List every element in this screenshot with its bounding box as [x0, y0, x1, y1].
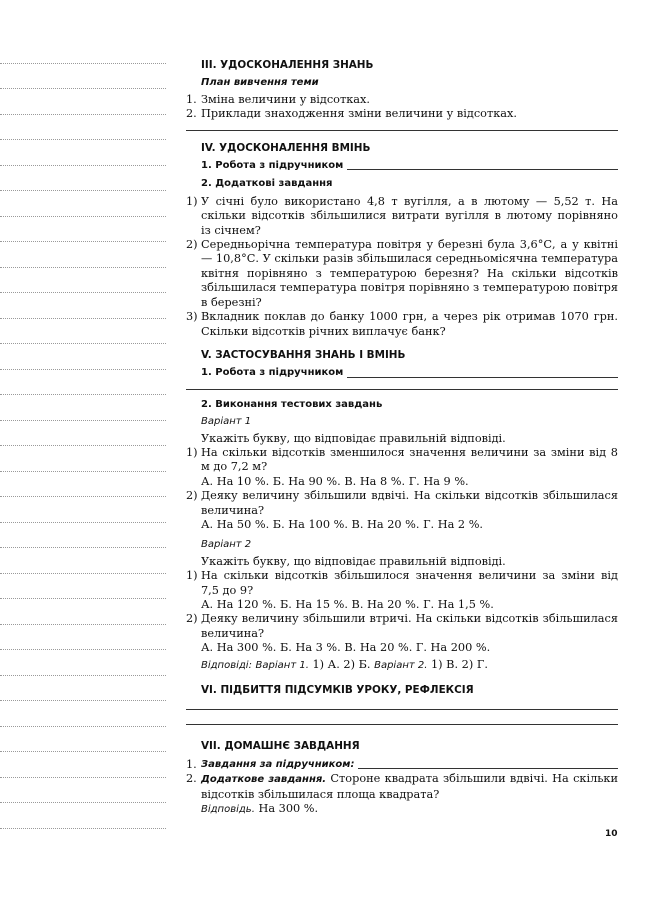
note-margin — [0, 0, 166, 900]
homework-answer-value: На 300 %. — [254, 802, 319, 816]
margin-line — [0, 573, 166, 574]
section-3-heading: III. УДОСКОНАЛЕННЯ ЗНАНЬ — [201, 59, 374, 71]
plan-item — [186, 107, 618, 121]
section-5-heading: V. ЗАСТОСУВАННЯ ЗНАНЬ І ВМІНЬ — [201, 348, 406, 361]
answer-line — [186, 709, 618, 710]
question-options: А. На 300 %. Б. На 3 %. В. На 20 %. Г. На 200 %. — [201, 641, 491, 655]
margin-line — [0, 751, 166, 752]
homework-text — [201, 758, 618, 772]
question-options: А. На 10 %. Б. На 90 %. В. На 8 %. Г. На 9 %. — [201, 474, 469, 488]
question-options: А. На 50 %. Б. На 100 %. В. На 20 %. Г. На 2 %. — [201, 517, 484, 531]
homework-textbook-label: Завдання за підручником: — [201, 758, 355, 770]
answers-line — [186, 658, 618, 673]
margin-line — [0, 394, 166, 395]
task-number: 1) — [186, 194, 198, 208]
margin-line — [0, 471, 166, 472]
extra-tasks-label: 2. Додаткові завдання — [201, 178, 333, 190]
margin-line — [0, 726, 166, 727]
answers-variant-2-values: 1) В. 2) Г. — [431, 657, 488, 671]
margin-line — [0, 777, 166, 778]
test-question — [186, 446, 618, 475]
homework-extra-text: Стороне квадрата збільшили вдвічі. На скільки відсотків збільшилася площа квадрата? — [201, 772, 618, 801]
test-question — [186, 612, 618, 641]
margin-line — [0, 241, 166, 242]
homework-number: 2. — [186, 772, 197, 786]
plan-label: План вивчення теми — [201, 77, 319, 89]
margin-line — [0, 420, 166, 421]
answers-variant-1-label: Варіант 1. — [255, 659, 309, 671]
variant-1-instruction: Укажіть букву, що відповідає правильній відповіді. — [201, 431, 506, 445]
test-question — [186, 569, 618, 598]
plan-item-number: 1. — [186, 92, 197, 106]
margin-line — [0, 343, 166, 344]
question-text: Деяку величину збільшили втричі. На скільки відсотків збільшилася величина? — [201, 612, 618, 640]
margin-line — [0, 700, 166, 701]
margin-line — [0, 88, 166, 89]
margin-line — [0, 802, 166, 803]
plan-item-text: Зміна величини у відсотках. — [201, 92, 370, 106]
task-text: Середньорічна температура повітря у березні була 3,6°С, а у квітні — 10,8°С. У скільки разів збільшилася середньомісячна температура квітня порівняно з температурою березня? На скільки відсотків збільшилася температура повітря порівняно з температурою повітря в березні? — [201, 238, 618, 309]
homework-item — [186, 772, 618, 802]
question-number: 2) — [186, 612, 198, 626]
homework-number: 1. — [186, 757, 197, 771]
answer-line — [347, 169, 618, 170]
answer-line — [358, 768, 618, 769]
task-item — [186, 238, 618, 310]
task-number: 3) — [186, 310, 198, 324]
textbook-work-row — [201, 159, 618, 173]
task-number: 2) — [186, 238, 198, 252]
question-text: Деяку величину збільшили вдвічі. На скільки відсотків збільшилася величина? — [201, 489, 618, 517]
plan-item-text: Приклади знаходження зміни величини у відсотках. — [201, 107, 517, 121]
margin-line — [0, 318, 166, 319]
task-text: Вкладник поклав до банку 1000 грн, а через рік отримав 1070 грн. Скільки відсотків річних виплачує банк? — [201, 310, 618, 338]
homework-item — [186, 758, 618, 772]
margin-line — [0, 216, 166, 217]
homework-extra-label: Додаткове завдання. — [201, 774, 327, 786]
section-4-heading: IV. УДОСКОНАЛЕННЯ ВМІНЬ — [201, 141, 371, 154]
question-text: На скільки відсотків збільшилося значення величини за зміни від 7,5 до 9? — [201, 569, 618, 597]
margin-line — [0, 445, 166, 446]
homework-answer-label: Відповідь. — [201, 804, 255, 816]
tests-label: 2. Виконання тестових завдань — [201, 398, 383, 410]
question-number: 1) — [186, 569, 198, 583]
margin-line — [0, 496, 166, 497]
question-number: 1) — [186, 445, 198, 459]
margin-line — [0, 624, 166, 625]
textbook-work-label: 1. Робота з підручником — [201, 367, 344, 379]
margin-line — [0, 139, 166, 140]
answer-line — [186, 389, 618, 390]
margin-line — [0, 190, 166, 191]
test-question — [186, 489, 618, 518]
textbook-work-row — [201, 366, 618, 380]
homework-answer — [186, 802, 618, 817]
question-text: На скільки відсотків зменшилося значення величини за зміни від 8 м до 7,2 м? — [201, 445, 618, 474]
answers-label: Відповіді: — [201, 659, 252, 671]
answers-variant-2-label: Варіант 2. — [374, 659, 428, 671]
section-6-heading: VI. ПІДБИТТЯ ПІДСУМКІВ УРОКУ, РЕФЛЕКСІЯ — [201, 684, 474, 697]
task-text: У січні було використано 4,8 т вугілля, а в лютому — 5,52 т. На скільки відсотків збільшилися витрати вугілля в лютому порівняно із січнем? — [201, 194, 618, 237]
margin-line — [0, 63, 166, 64]
answer-line — [347, 377, 618, 378]
task-item — [186, 310, 618, 339]
lesson-content — [186, 58, 618, 817]
variant-2-instruction: Укажіть букву, що відповідає правильній відповіді. — [201, 554, 506, 568]
question-options: А. На 120 %. Б. На 15 %. В. На 20 %. Г. На 1,5 %. — [201, 598, 494, 611]
variant-1-label: Варіант 1 — [201, 416, 252, 428]
task-item — [186, 195, 618, 238]
section-7-heading: VII. ДОМАШНЄ ЗАВДАННЯ — [201, 740, 360, 753]
margin-line — [0, 292, 166, 293]
answer-line — [186, 724, 618, 725]
answers-variant-1-values: 1) А. 2) Б. — [312, 657, 371, 671]
margin-line — [0, 114, 166, 115]
variant-2-label: Варіант 2 — [201, 539, 252, 551]
margin-line — [0, 828, 166, 829]
plan-item — [186, 93, 618, 107]
textbook-work-label: 1. Робота з підручником — [201, 160, 344, 172]
margin-line — [0, 649, 166, 650]
margin-line — [0, 165, 166, 166]
margin-line — [0, 369, 166, 370]
margin-line — [0, 267, 166, 268]
page-number: 10 — [605, 829, 618, 839]
margin-line — [0, 547, 166, 548]
homework-text — [201, 772, 618, 802]
plan-item-number: 2. — [186, 107, 197, 121]
margin-line — [0, 522, 166, 523]
margin-line — [0, 598, 166, 599]
margin-line — [0, 675, 166, 676]
question-number: 2) — [186, 489, 198, 503]
answer-line — [186, 130, 618, 131]
